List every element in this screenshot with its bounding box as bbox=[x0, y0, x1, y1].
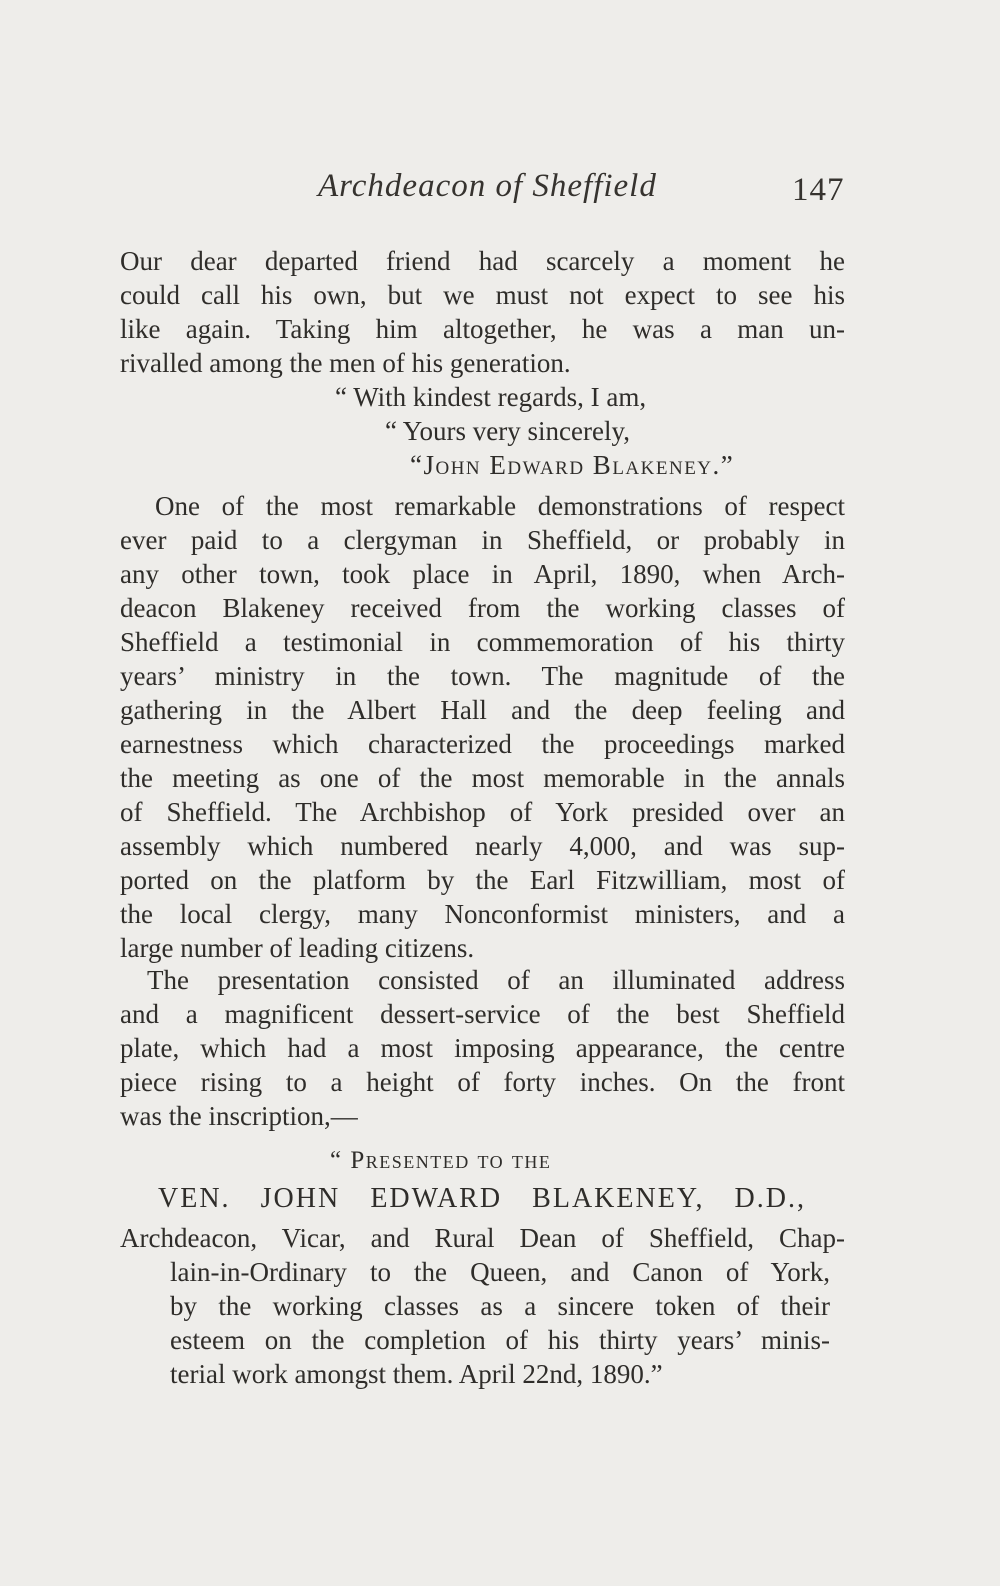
text-line: by the working classes as a sincere token of their bbox=[170, 1291, 830, 1321]
text-line: and a magnificent dessert-service of the best Sheffield bbox=[120, 999, 845, 1029]
text-line: years’ ministry in the town. The magnitude of the bbox=[120, 661, 845, 691]
text-line: Sheffield a testimonial in commemoration of his thirty bbox=[120, 627, 845, 657]
text-line: ever paid to a clergyman in Sheffield, or probably in bbox=[120, 525, 845, 555]
running-title: Archdeacon of Sheffield bbox=[318, 168, 657, 204]
text-line: One of the most remarkable demonstrations of respect bbox=[155, 491, 845, 521]
text-line: The presentation consisted of an illuminated address bbox=[147, 965, 845, 995]
text-line: large number of leading citizens. bbox=[120, 933, 475, 963]
text-line: piece rising to a height of forty inches. On the front bbox=[120, 1067, 845, 1097]
text-line: of Sheffield. The Archbishop of York presided over an bbox=[120, 797, 845, 827]
text-line: the local clergy, many Nonconformist ministers, and a bbox=[120, 899, 845, 929]
text-line: assembly which numbered nearly 4,000, and was sup- bbox=[120, 831, 845, 861]
text-line: any other town, took place in April, 1890, when Arch- bbox=[120, 559, 845, 589]
text-line: plate, which had a most imposing appearance, the centre bbox=[120, 1033, 845, 1063]
inscription-presented: “ Presented to the bbox=[330, 1147, 552, 1174]
running-head bbox=[0, 168, 1000, 218]
text-line: the meeting as one of the most memorable in the annals bbox=[120, 763, 845, 793]
letter-valediction: “ Yours very sincerely, bbox=[385, 416, 630, 446]
text-line: rivalled among the men of his generation. bbox=[120, 348, 571, 378]
text-line: lain-in-Ordinary to the Queen, and Canon of York, bbox=[170, 1257, 830, 1287]
text-line: esteem on the completion of his thirty years’ minis- bbox=[170, 1325, 830, 1355]
text-line: ported on the platform by the Earl Fitzwilliam, most of bbox=[120, 865, 845, 895]
text-line: earnestness which characterized the proceedings marked bbox=[120, 729, 845, 759]
text-line: deacon Blakeney received from the working classes of bbox=[120, 593, 845, 623]
inscription-name: VEN. JOHN EDWARD BLAKENEY, D.D., bbox=[158, 1183, 806, 1214]
text-line: terial work amongst them. April 22nd, 1890.” bbox=[170, 1359, 663, 1389]
text-line: Archdeacon, Vicar, and Rural Dean of Sheffield, Chap- bbox=[120, 1223, 845, 1253]
text-line: could call his own, but we must not expect to see his bbox=[120, 280, 845, 310]
text-line: gathering in the Albert Hall and the deep feeling and bbox=[120, 695, 845, 725]
letter-closing: “ With kindest regards, I am, bbox=[335, 382, 647, 412]
text-line: was the inscription,— bbox=[120, 1101, 358, 1131]
text-line: Our dear departed friend had scarcely a moment he bbox=[120, 246, 845, 276]
text-line: like again. Taking him altogether, he was a man un- bbox=[120, 314, 845, 344]
page-number: 147 bbox=[792, 172, 845, 208]
letter-signature: “John Edward Blakeney.” bbox=[410, 450, 735, 480]
